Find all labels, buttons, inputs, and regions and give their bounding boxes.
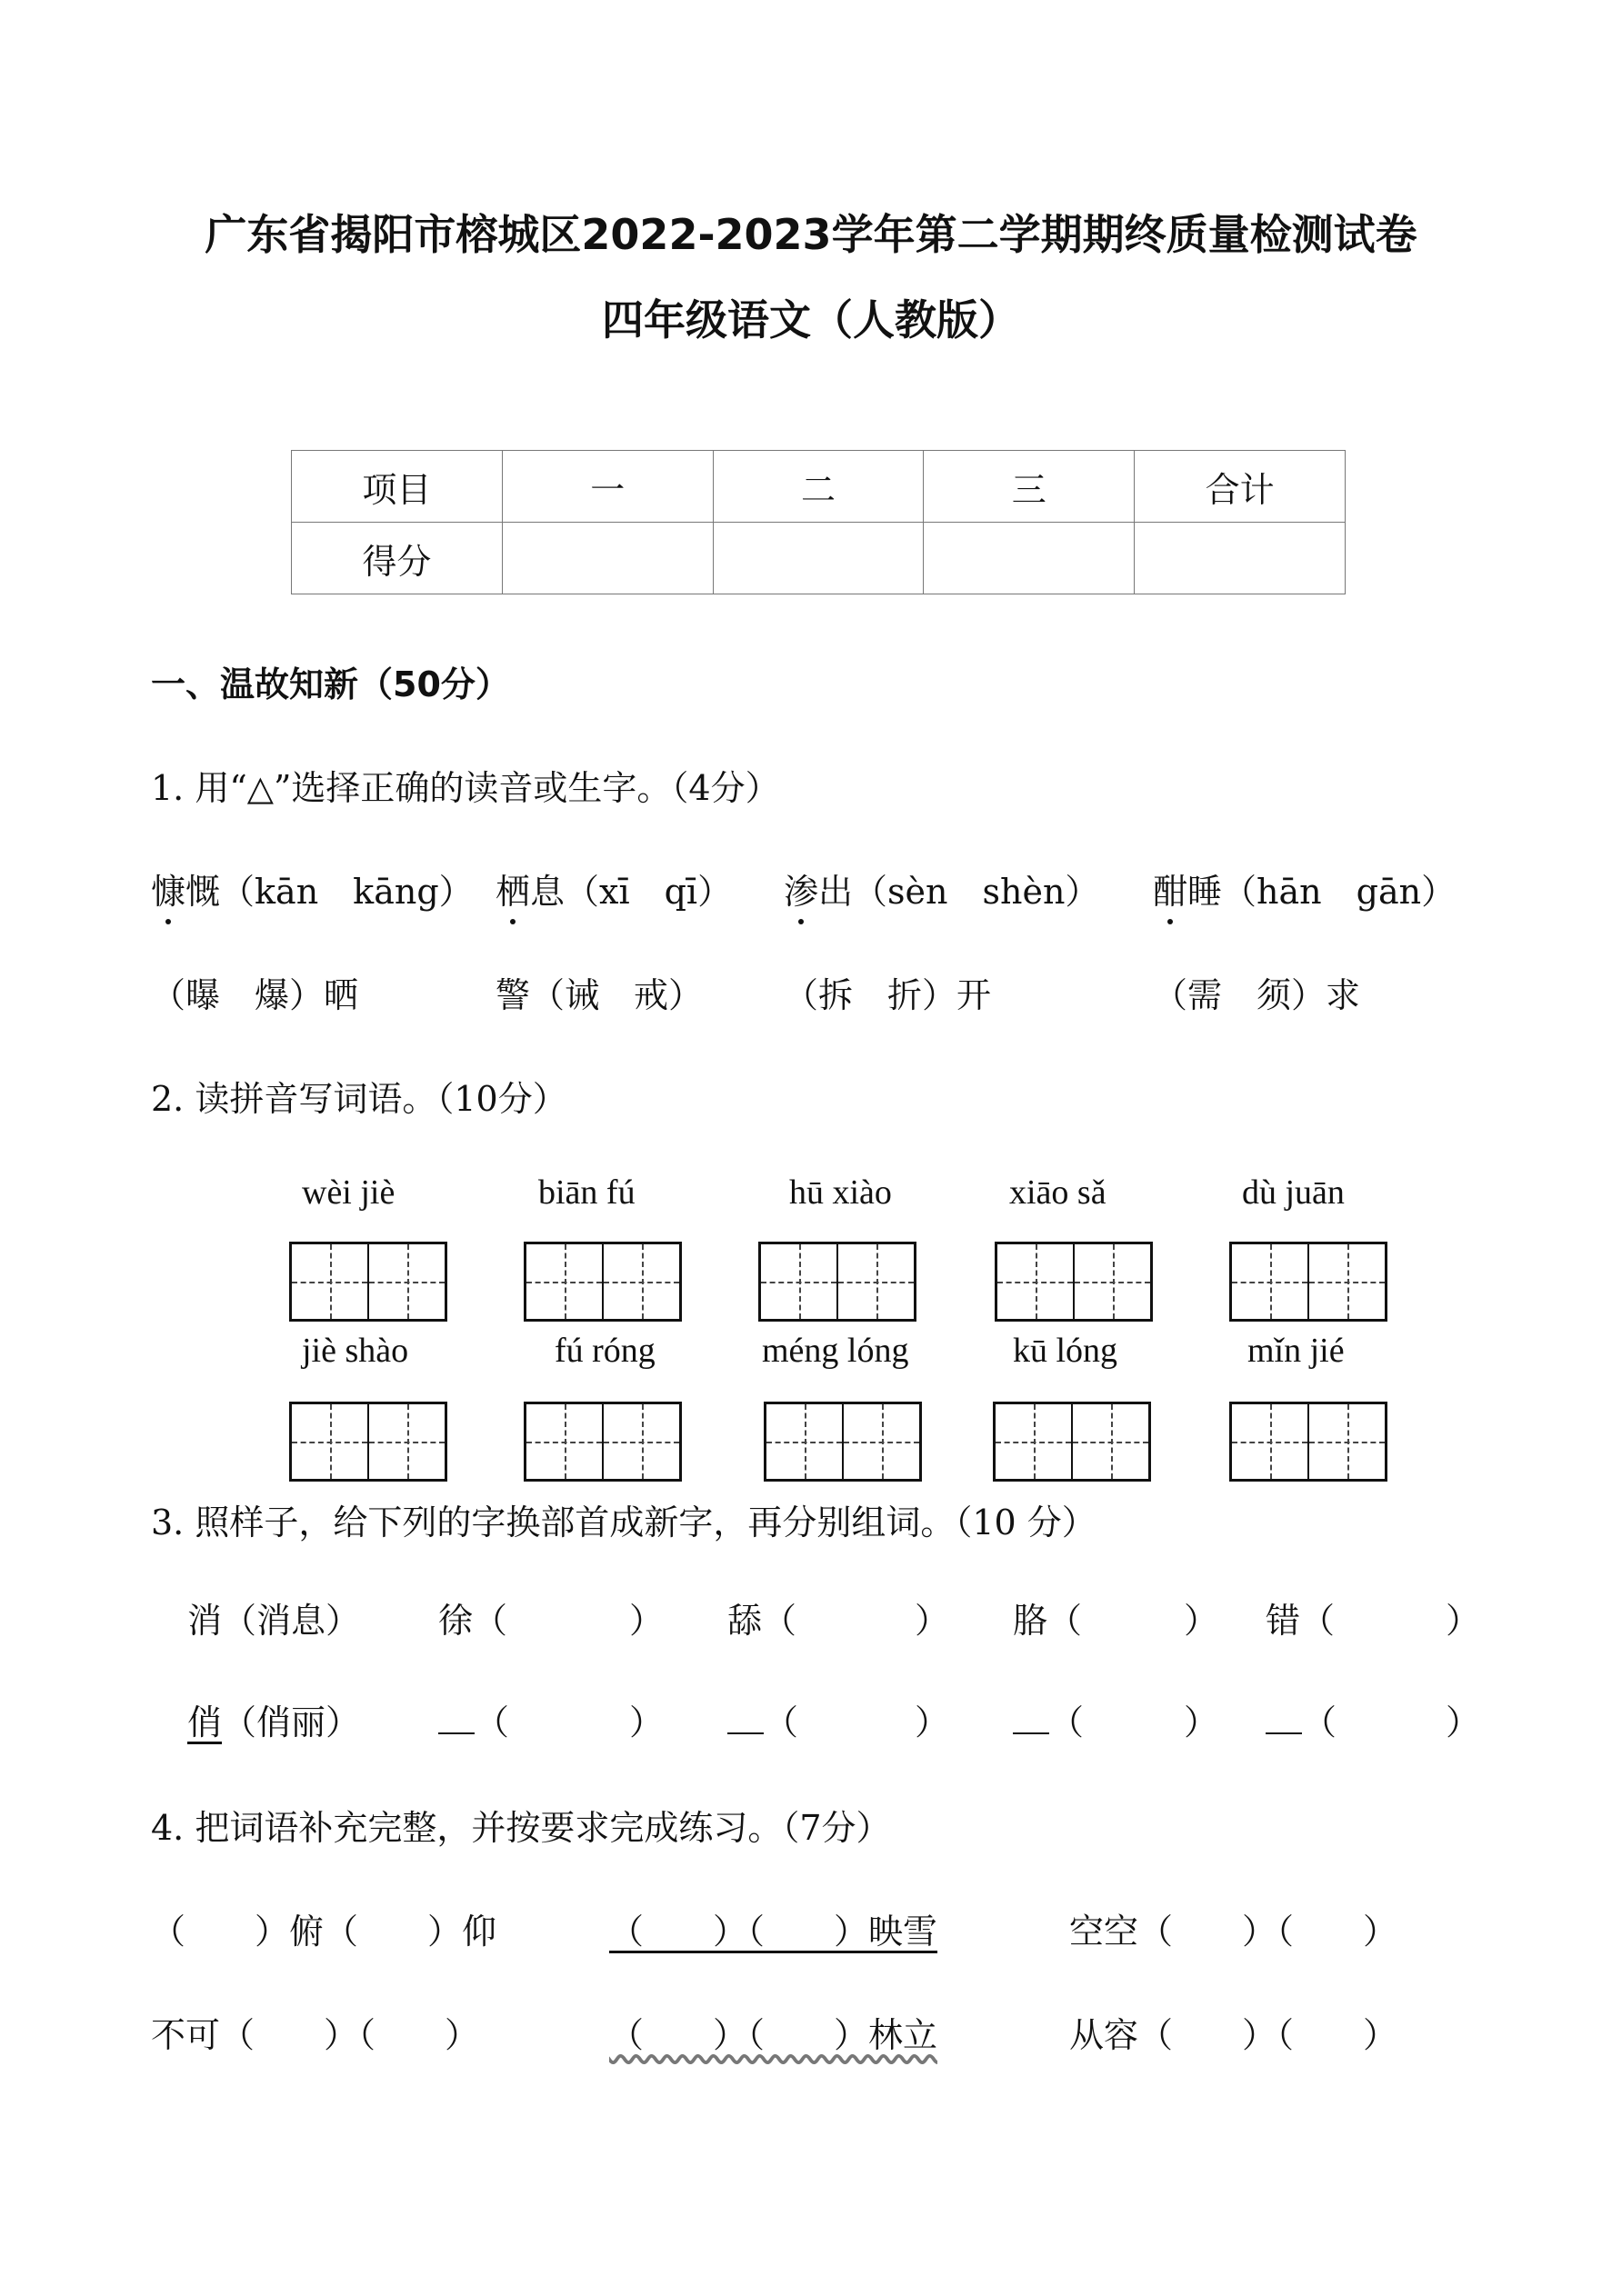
grid-cell[interactable] <box>1307 1404 1385 1479</box>
pinyin-label: kū lóng <box>1013 1332 1118 1370</box>
pinyin-label: dù juān <box>1242 1173 1345 1212</box>
q3-close: ） <box>629 1601 665 1641</box>
underlined-char: 俏 <box>187 1702 223 1742</box>
writing-grid[interactable] <box>524 1242 682 1322</box>
q4-idiom: 不可（ ）（ ） <box>151 2015 480 2055</box>
grid-cell[interactable] <box>996 1404 1071 1479</box>
question-4-prompt: 4. 把词语补充完整，并按要求完成练习。（7分） <box>151 1808 891 1848</box>
grid-cell[interactable] <box>842 1404 919 1479</box>
grid-cell[interactable] <box>602 1404 679 1479</box>
q3-close: ） <box>1446 1702 1481 1742</box>
score-cell[interactable] <box>924 523 1135 594</box>
q4-idiom: 空空（ ）（ ） <box>1069 1912 1398 1952</box>
q1-choice: 警（诫 戒） <box>496 975 704 1015</box>
score-cell: 一 <box>502 451 713 523</box>
grid-cell[interactable] <box>367 1404 445 1479</box>
q1-item-text: 出（sèn shèn） <box>818 872 1100 912</box>
score-table-header-row <box>292 451 1346 523</box>
q1-item-text: 慨（kān kāng） <box>185 872 474 912</box>
writing-grid[interactable] <box>1229 1242 1387 1322</box>
q3-example-rest: （俏丽） <box>222 1702 361 1742</box>
exam-subtitle: 四年级语文（人教版） <box>602 295 1020 344</box>
section-title: 一、温故知新（50分） <box>151 664 510 704</box>
score-cell[interactable] <box>713 523 924 594</box>
q3-blank-group[interactable] <box>727 1694 798 1744</box>
q1-choice: （需 须）求 <box>1153 975 1361 1015</box>
score-cell: 合计 <box>1135 451 1346 523</box>
grid-cell[interactable] <box>997 1244 1073 1319</box>
pinyin-label: biān fú <box>538 1173 636 1212</box>
q3-close: ） <box>1184 1702 1219 1742</box>
q3-char: 徐（ <box>438 1601 508 1641</box>
question-3-prompt: 3. 照样子，给下列的字换部首成新字，再分别组词。（10 分） <box>151 1502 1096 1542</box>
writing-grid[interactable] <box>524 1402 682 1482</box>
pinyin-label: hū xiào <box>789 1173 892 1212</box>
answer-blank[interactable] <box>1013 1732 1049 1734</box>
q4-idiom-underlined: （ ）（ ）映雪 <box>609 1912 938 1952</box>
q3-open: （ <box>1049 1702 1085 1742</box>
grid-cell[interactable] <box>1232 1404 1307 1479</box>
writing-grid[interactable] <box>993 1402 1151 1482</box>
dotted-char: 慷 <box>151 863 185 913</box>
q3-open: （ <box>475 1702 510 1742</box>
grid-cell[interactable] <box>1071 1404 1148 1479</box>
dotted-char: 栖 <box>496 863 530 913</box>
answer-blank[interactable] <box>438 1732 475 1734</box>
grid-cell[interactable] <box>836 1244 914 1319</box>
q3-open: （ <box>764 1702 799 1742</box>
pinyin-label: jiè shào <box>302 1332 409 1370</box>
q3-example: 消（消息） <box>187 1601 361 1641</box>
q3-char: 胳（ <box>1013 1601 1083 1641</box>
exam-title: 广东省揭阳市榕城区2022-2023学年第二学期期终质量检测试卷 <box>205 210 1417 259</box>
q3-char: 舔（ <box>727 1601 797 1641</box>
grid-cell[interactable] <box>766 1404 842 1479</box>
q3-close: ） <box>915 1702 950 1742</box>
writing-grid[interactable] <box>289 1242 447 1322</box>
grid-cell[interactable] <box>526 1404 602 1479</box>
grid-cell[interactable] <box>367 1244 445 1319</box>
pinyin-label: fú róng <box>555 1332 656 1370</box>
score-table <box>291 450 1346 594</box>
grid-cell[interactable] <box>602 1244 679 1319</box>
q4-idiom: （ ）俯（ ）仰 <box>151 1912 497 1952</box>
score-cell: 得分 <box>292 523 503 594</box>
pinyin-label: xiāo sǎ <box>1009 1173 1106 1212</box>
answer-blank[interactable] <box>727 1732 764 1734</box>
score-cell: 项目 <box>292 451 503 523</box>
q1-choice: （拆 折）开 <box>784 975 992 1015</box>
writing-grid[interactable] <box>995 1242 1153 1322</box>
question-2-prompt: 2. 读拼音写词语。（10分） <box>151 1079 567 1119</box>
writing-grid[interactable] <box>289 1402 447 1482</box>
q4-idiom: 从容（ ）（ ） <box>1069 2015 1398 2055</box>
pinyin-label: wèi jiè <box>302 1173 395 1212</box>
q1-item <box>496 863 732 913</box>
q1-item <box>784 863 1099 913</box>
writing-grid[interactable] <box>758 1242 916 1322</box>
grid-cell[interactable] <box>1307 1244 1385 1319</box>
question-1-prompt: 1. 用“△”选择正确的读音或生字。（4分） <box>151 768 780 808</box>
q3-char: 错（ <box>1266 1601 1336 1641</box>
grid-cell[interactable] <box>1232 1244 1307 1319</box>
q3-open: （ <box>1302 1702 1337 1742</box>
q3-example-2 <box>187 1694 360 1744</box>
q1-choice: （曝 爆）晒 <box>151 975 359 1015</box>
pinyin-label: mǐn jié <box>1247 1332 1345 1370</box>
answer-blank[interactable] <box>1266 1732 1302 1734</box>
grid-cell[interactable] <box>292 1404 367 1479</box>
grid-cell[interactable] <box>1073 1244 1150 1319</box>
score-cell: 三 <box>924 451 1135 523</box>
grid-cell[interactable] <box>526 1244 602 1319</box>
writing-grid[interactable] <box>1229 1402 1387 1482</box>
score-cell[interactable] <box>502 523 713 594</box>
q1-item-text: 睡（hān gān） <box>1187 872 1457 912</box>
q3-close: ） <box>1184 1601 1219 1641</box>
score-cell: 二 <box>713 451 924 523</box>
q3-close: ） <box>915 1601 950 1641</box>
dotted-char: 渗 <box>784 863 818 913</box>
q1-item <box>151 863 474 913</box>
q3-blank-group[interactable] <box>1013 1694 1084 1744</box>
score-cell[interactable] <box>1135 523 1346 594</box>
writing-grid[interactable] <box>764 1402 922 1482</box>
grid-cell[interactable] <box>292 1244 367 1319</box>
grid-cell[interactable] <box>761 1244 836 1319</box>
q3-close: ） <box>1446 1601 1481 1641</box>
q4-idiom-wavy: （ ）（ ）林立 <box>609 2015 938 2055</box>
q1-item <box>1153 863 1456 913</box>
q3-blank-group[interactable] <box>438 1694 509 1744</box>
score-table-score-row <box>292 523 1346 594</box>
q1-item-text: 息（xī qī） <box>530 872 733 912</box>
dotted-char: 酣 <box>1153 863 1187 913</box>
pinyin-label: méng lóng <box>762 1332 909 1370</box>
q3-close: ） <box>629 1702 665 1742</box>
q3-blank-group[interactable] <box>1266 1694 1337 1744</box>
